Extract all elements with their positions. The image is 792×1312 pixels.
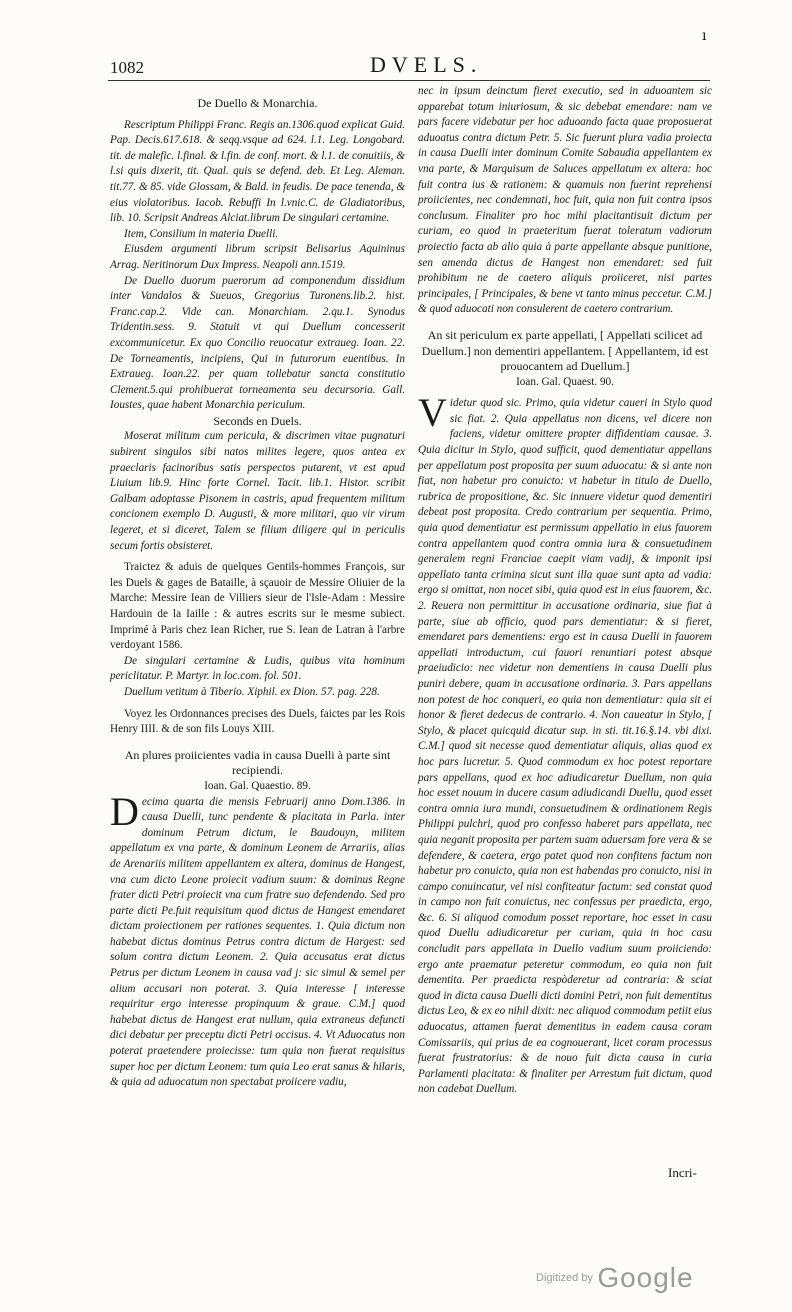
digitized-by-google-watermark (536, 1262, 694, 1294)
paragraph: De singulari certamine & Ludis, quibus vita hominum periclitatur. P. Martyr. in loc.com. fol. 501. (110, 654, 405, 683)
page-number: 1082 (110, 58, 144, 77)
paragraph: nec in ipsum deinctum fieret executio, sed in aduoantem sic apparebat totum iniuriosum, & sic debebat emendare: nam ve pars facere videbatur per hoc aduoando facta quae proposuerat aduoatus contra dictum Petr. 5. Sic fuerunt plura vadia proiecta in causa Duelli inter dominum Comite Sabaudia appellantem ex vna parte, & Marquisum de Saluces appellatum ex altera: hoc fuit contra ius & rationem: & quamuis non fuerint reprehensi proiicientes, nec condemnati, hoc fuit, quia non fuit contra ipsos conclusum. Finaliter pro hoc mihi placitantisuit dictum per curiam, eo quod in praeteritum fuerat toleratum vadiorum proiectio facta ab alio quia à parte appellante absque punitione, sen amenda dictus de Hangest non emendaret: sed fuit prohibitum ne de caetero aliquis proiiceret, nisi partes principales, [ Principales, & bene vt tanto minus peccetur. C.M.] & quod aduocati non consulerent de caetero contrarium. (418, 85, 712, 316)
question-reference: Ioan. Gal. Quaestio. 89. (204, 779, 311, 792)
section-title: De Duello & Monarchia. (197, 96, 318, 110)
header-rule (108, 80, 710, 81)
paragraph: Rescriptum Philippi Franc. Regis an.1306.quod explicat Guid. Pap. Decis.617.618. & seqq.vsque ad 624. l.1. Leg. Longobard. tit. de malefic. l.final. & l.fin. de conf. mort. & l.1. de conuitiis, & l.si quis dixerit, tit. Qual. quis se defend. deb. Et Leg. Aleman. tit.77. & 85. vide Glossam, & Bald. in feudis. De pace tenenda, & eius violatoribus. Iacob. Rebuffi In l.vnic.C. de Gladiatoribus, lib. 10. Scripsit Andreas Alciat.librum De singulari certamine. (110, 118, 405, 225)
paragraph: Duellum vetitum à Tiberio. Xiphil. ex Dion. 57. pag. 228. (124, 685, 380, 698)
question-text: Videtur quod sic. Primo, quia videtur caueri in Stylo quod sic fiat. 2. Quia appellatus non dicens, vel dicere non faciens, videtur omittere propter diffidentiam causae. 3. Quia dicitur in Stylo, quod sufficit, quod dementiatur appellans per appellatum post proposita per suum aduocatu: & si ante non fiat, non habetur pro conuicto: vt habetur in titulo de Duello, rubrica de propositione, &c. Sic innuere videtur quod dementiri debeat post proposita. Credo contrarium per sequentia. Primo, quia quod dementiatur est permissum appellatio in eius fauorem contra appellantem quod contra omnia iura & consuetudinem generalem regni Franciae caepit viam vadij, & imponit ipsi appellato tanta crimina sicut sunt illa quae sunt apta ad vadia: ergo si omittat, non nocet sibi, quia quod est in eius fauorem, &c. 2. Reuera non permittitur in accusatione ordinaria, siue fiat à parte, siue ab officio, quod pars dementiatur: & si fieret, emendaret pars dementiens: ergo est in causa Duelli in fauorem appellati introductum, cui fauori renuntiari potest absque praeiudicio: nec videtur non dementiens in causa Duelli plus puniri debere, quam in accusatione ordinaria. 3. Pars appellans non potest de hoc conqueri, eo quia non dementiatur: quia sit ei honor & fieret dedecus de contrario. 4. Non caueatur in Stylo, [ Stylo, & placet quicquid dicatur sup. in sti. tit.16.§.14. vbi dixi. C.M.] quod sit necesse quod dementiatur aliquis, alias quod ex hoc pars lucretur. 5. Quod commodum ex hoc potest reportare pars appellans, quod ex hoc adiudicaretur Duellum, non quia hoc esset nouum in ducere casum adiudicandi Duellu, quod esset contra omnia iura mundi, consuetudinem & ordinationem Regis Philippi pulchri, quod pro confesso haberet pars appellata, nec quia neganit proposita per partem suam aduersam fore vera & se defendere, & caetera, ergo patet quod non confitens factum non habetur pro conuicto, quia non est habendas pro conuicto, nisi in campo conuincatur, vel nisi confiteatur factum: sed constat quod in campo non fuit conuictus, nec confessus per praedicta, ergo, &c. 6. Si aliquod comodum posset reportare, hoc esset in casu quod Duellu adiudicaretur per curiam, quia in hoc casu concludit pars appellata in Duello vadium suum proiiciendo: ergo ante praematur peteretur commodum, eo quia non fuit dementita. Per praedicta respòderetur ad contraria: & sciat quod in dicta causa Duelli dicti domini Petri, non fuit dementitus dictus Leo, & ex eo nihil dixit: nec aliquod commodum petiit eius aduocatus, attamen fuerat dementitus in eadem causa coram Comissariis, qui prius de ea cognouerant, licet coram processus fuerat frustratorius: & de nouo fuit dicta causa in curia Parlamenti placitata: & finaliter per Arrestum fuit dictum, quod non cadebat Duellum. (418, 390, 712, 1096)
question-title: An plures proiicientes vadia in causa Duelli à parte sint recipiendi. (124, 747, 391, 778)
google-logo: Google (597, 1262, 694, 1293)
running-head: DVELS. (370, 52, 483, 77)
paragraph: Item, Consilium in materia Duelli. (124, 227, 279, 240)
paragraph: Eiusdem argumenti librum scripsit Belisarius Aquininus Arrag. Neritinorum Dux Impress. Neapoli ann.1519. (110, 243, 405, 271)
question-title: An sit periculum ex parte appellati, [ Appellati scilicet ad Duellum.] non dementiri appellantem. [ Appellantem, id est prouocantem ad Duellum.] (421, 327, 709, 374)
left-column (110, 96, 405, 1091)
paragraph: Voyez les Ordonnances precises des Duels, faictes par les Rois Henry IIII. & de son fils Louys XIII. (110, 707, 405, 736)
question-text: Decima quarta die mensis Februarij anno Dom.1386. in causa Duelli, tunc pendente & placitata in Parla. inter dominum Petrum dictum, le Baudouyn, militem appellatum ex vna parte, & dominum Leonem de Arrariis, alias de Arenariis militem appellantem ex altera, dominus de Hangest, vna cum dicto Leone proiecit vadium suum: & dominus Regne frater dicti Petri proiecit vna cum fratre suo defendendo. Sed pro parte dicti Pe.fuit requisitum quod dictus de Hangest emendaret dictam proiectionem per rationes sequentes. 1. Quia dictum non habebat dictus dominus Petrus contra dictum de Hargest: sed solum contra dictum Leonem. 2. Quia accusatus erat dictus Petrus per dictum Leonem in causa vad j: sic simul & semel per alium accusari non poterat. 3. Quia interesse [ interesse requiritur ergo interesse propinquum & graue. C.M.] quod habebat dictus de Hangest erat nullum, quia extraneus defuncti dici debatur per preceptu dicti Petri occisus. 4. Vt Aduocatus non poterat praetendere proiecisse: tum quia non fuerat requisitus super hoc per dictum Leonem: tum quia Leo erat sanus & hilaris, & quia ad aduocatum non spectabat proiicere vadiu, (110, 788, 405, 1089)
catchword: Incri- (668, 1165, 697, 1180)
corner-mark: ı (702, 28, 707, 44)
section-heading: Seconds en Duels. (213, 413, 302, 428)
question-reference: Ioan. Gal. Quaest. 90. (516, 375, 614, 388)
paragraph: Moserat militum cum pericula, & discrimen vitae pugnaturi subirent singulos sibi natos milites legere, quos antea ex praeclaris facinoribus satis perspectos putarent, vt est apud Liuium lib.9. Hinc forte Cornel. Tacit. lib.1. Histor. scribit Galbam adoptasse Pisonem in castris, apud frequentem militum concionem exemplo D. Augusti, & more militari, quo vir virum legeret, et si diceret, Talem se filium diligere qui in periculis secum fortis obsisteret. (110, 430, 405, 552)
paragraph: De Duello duorum puerorum ad componendum dissidium inter Vandalos & Sueuos, Gregorius Turonens.lib.2. hist. Franc.cap.2. Vide can. Monarchiam. 2.qu.1. Synodus Tridentin.sess. 9. Statuit vt qui Duellum concesserit excommunicetur. Ex quo Concilio reuocatur extraueg. Ioan. 22. De Torneamentis, incipiens, Qui in futurorum euentibus. In Extraueg. Ioan.22. per quam tollebatur sancta constitutio Clement.5.qui prohibuerat torneamenta seu decursoria. Gall. Ioustes, quae habent Monarchia periculum. (110, 274, 405, 412)
paragraph: Traictez & aduis de quelques Gentils-hommes François, sur les Duels & gages de Bataille, à sçauoir de Messire Oliuier de la Marche: Messire Iean de Villiers sieur de l'Isle-Adam : Messire Hardouin de la Iaille : & autres escrits sur le mesme subiect. Imprimé à Paris chez Iean Richer, rue S. Iean de Latran à l'arbre verdoyant 1586. (110, 561, 405, 652)
right-column (418, 84, 712, 1098)
digitized-by-label: Digitized by (536, 1272, 593, 1284)
